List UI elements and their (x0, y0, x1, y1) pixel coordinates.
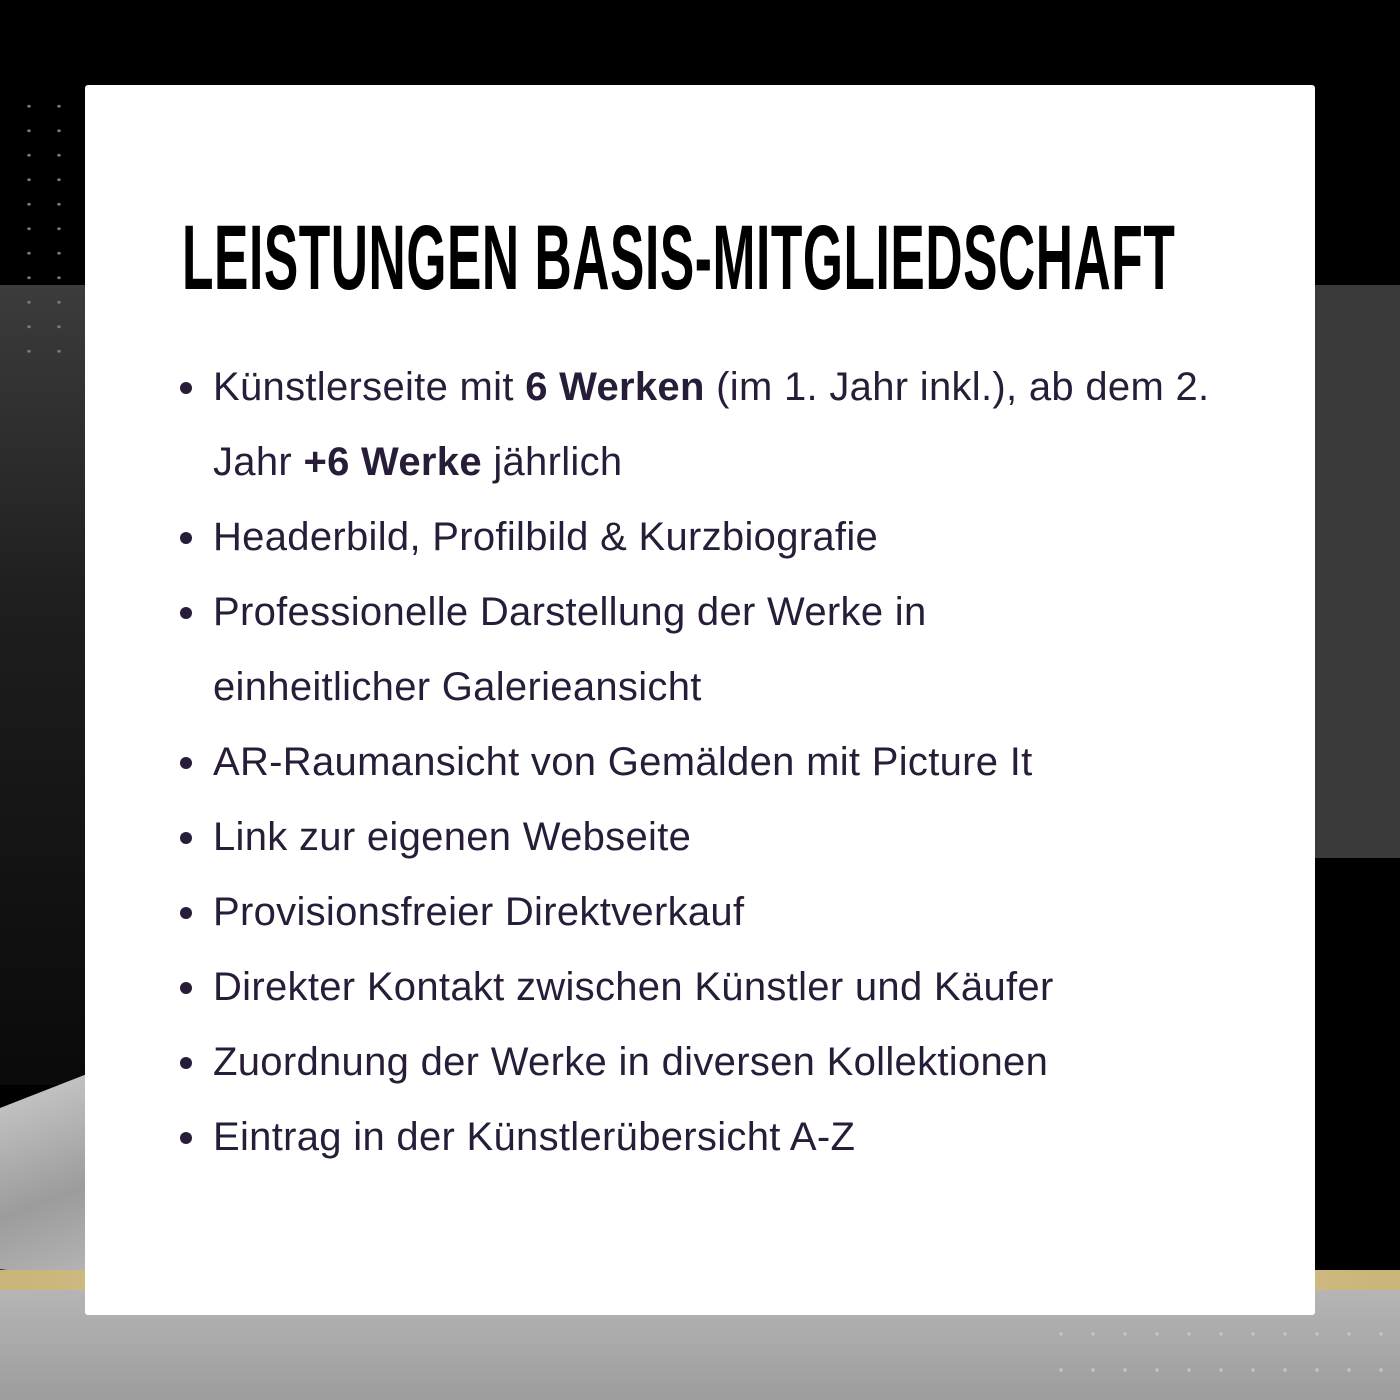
list-item (180, 500, 1250, 575)
item-text: Professionelle Darstellung der Werke in einheitlicher Galerieansicht (213, 590, 927, 709)
list-item (180, 875, 1250, 950)
list-item (180, 950, 1250, 1025)
item-text: Provisionsfreier Direktverkauf (213, 890, 745, 934)
item-text: Headerbild, Profilbild & Kurzbiografie (213, 515, 879, 559)
bullet-icon (180, 757, 192, 769)
item-text: Zuordnung der Werke in diversen Kollektionen (213, 1040, 1049, 1084)
list-item (180, 725, 1250, 800)
dot-pattern-decoration (14, 94, 84, 374)
item-text: AR-Raumansicht von Gemälden mit Picture It (213, 740, 1033, 784)
bullet-icon (180, 1057, 192, 1069)
bullet-icon (180, 607, 192, 619)
item-text: Link zur eigenen Webseite (213, 815, 692, 859)
bullet-icon (180, 532, 192, 544)
item-text: Künstlerseite mit (213, 365, 526, 409)
bullet-icon (180, 907, 192, 919)
list-item (180, 1025, 1250, 1100)
item-bold-text: +6 Werke (303, 440, 482, 484)
background-wall-right (1300, 285, 1400, 858)
dot-pattern-decoration-bottom (1045, 1316, 1395, 1396)
bullet-icon (180, 1132, 192, 1144)
item-text: Direkter Kontakt zwischen Künstler und Käufer (213, 965, 1054, 1009)
page-title: LEISTUNGEN BASIS-MITGLIEDSCHAFT (182, 207, 1176, 309)
item-text: jährlich (481, 440, 623, 484)
item-text: Eintrag in der Künstlerübersicht A-Z (213, 1115, 856, 1159)
list-item (180, 800, 1250, 875)
bullet-icon (180, 982, 192, 994)
benefits-list (180, 350, 1250, 1175)
list-item (180, 350, 1250, 500)
item-text: (im 1. Jahr inkl.), ab dem 2. Jahr (213, 365, 1210, 484)
list-item (180, 575, 1250, 725)
bullet-icon (180, 382, 192, 394)
item-bold-text: 6 Werken (525, 365, 705, 409)
bullet-icon (180, 832, 192, 844)
list-item (180, 1100, 1250, 1175)
